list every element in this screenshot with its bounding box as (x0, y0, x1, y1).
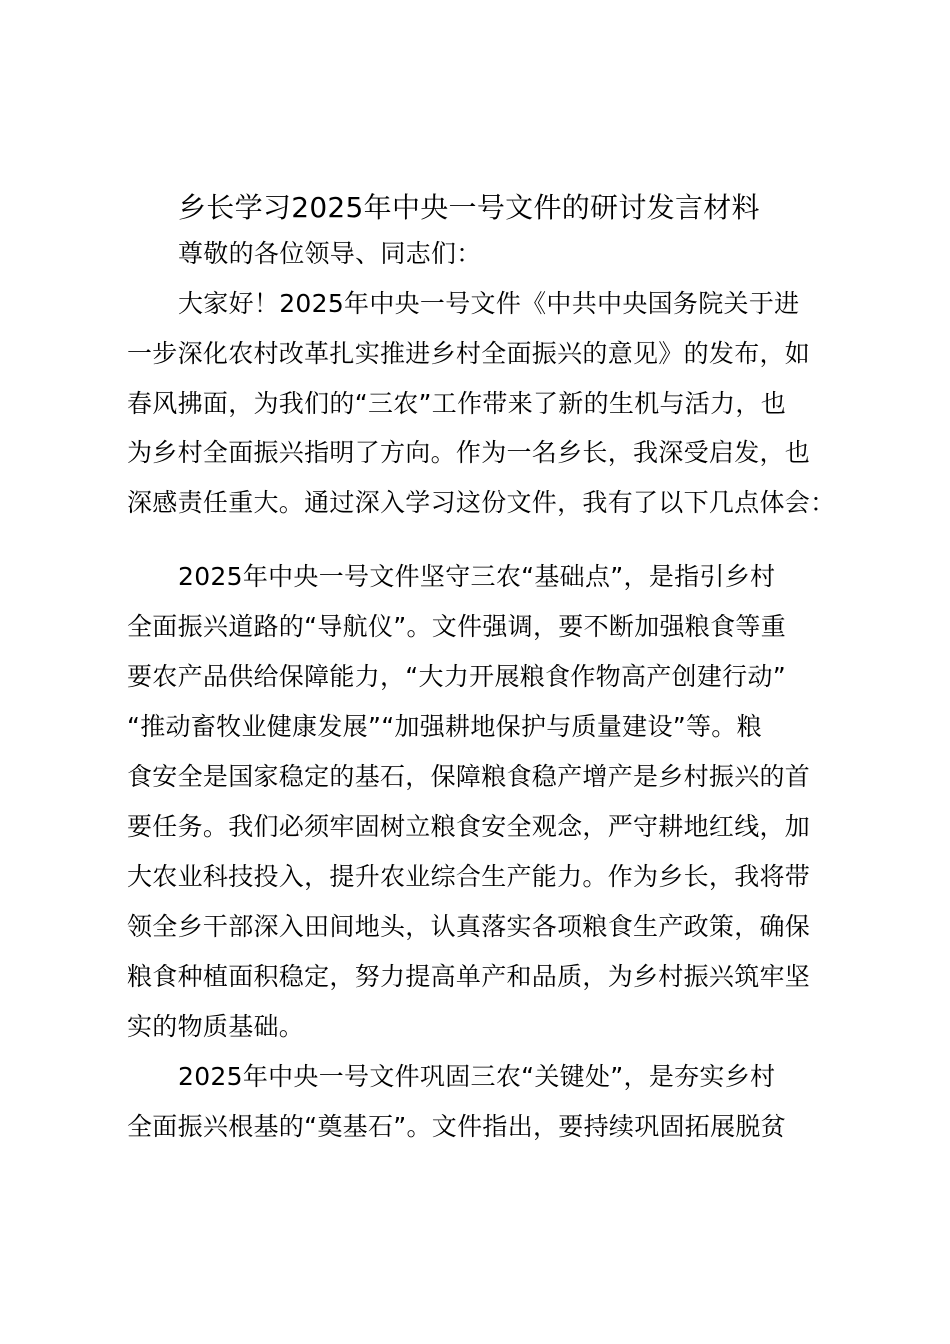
paragraph-line: 全面振兴根基的“奠基石”。文件指出，要持续巩固拓展脱贫 (127, 1112, 787, 1141)
paragraph-line: 为乡村全面振兴指明了方向。作为一名乡长，我深受启发，也 (127, 438, 811, 467)
paragraph-line: 大农业科技投入，提升农业综合生产能力。作为乡长，我将带 (127, 862, 811, 891)
paragraph-line: “推动畜牧业健康发展”“加强耕地保护与质量建设”等。粮 (127, 712, 762, 741)
document-title: 乡长学习2025年中央一号文件的研讨发言材料 (178, 191, 760, 224)
paragraph-line: 2025年中央一号文件坚守三农“基础点”，是指引乡村 (178, 562, 776, 591)
paragraph-line: 要农产品供给保障能力，“大力开展粮食作物高产创建行动” (127, 662, 787, 691)
paragraph-line: 大家好！2025年中央一号文件《中共中央国务院关于进 (178, 289, 800, 318)
paragraph-line: 全面振兴道路的“导航仪”。文件强调，要不断加强粮食等重 (127, 612, 787, 641)
paragraph-line: 实的物质基础。 (127, 1012, 305, 1041)
paragraph-line: 春风拂面，为我们的“三农”工作带来了新的生机与活力，也 (127, 389, 787, 418)
salutation: 尊敬的各位领导、同志们： (178, 239, 482, 268)
paragraph-line: 2025年中央一号文件巩固三农“关键处”，是夯实乡村 (178, 1062, 776, 1091)
paragraph-line: 深感责任重大。通过深入学习这份文件，我有了以下几点体会： (127, 488, 836, 517)
paragraph-line: 粮食种植面积稳定，努力提高单产和品质，为乡村振兴筑牢坚 (127, 962, 811, 991)
paragraph-line: 一步深化农村改革扎实推进乡村全面振兴的意见》的发布，如 (127, 339, 811, 368)
paragraph-line: 领全乡干部深入田间地头，认真落实各项粮食生产政策，确保 (127, 912, 811, 941)
paragraph-line: 食安全是国家稳定的基石，保障粮食稳产增产是乡村振兴的首 (127, 762, 811, 791)
paragraph-line: 要任务。我们必须牢固树立粮食安全观念，严守耕地红线，加 (127, 812, 811, 841)
